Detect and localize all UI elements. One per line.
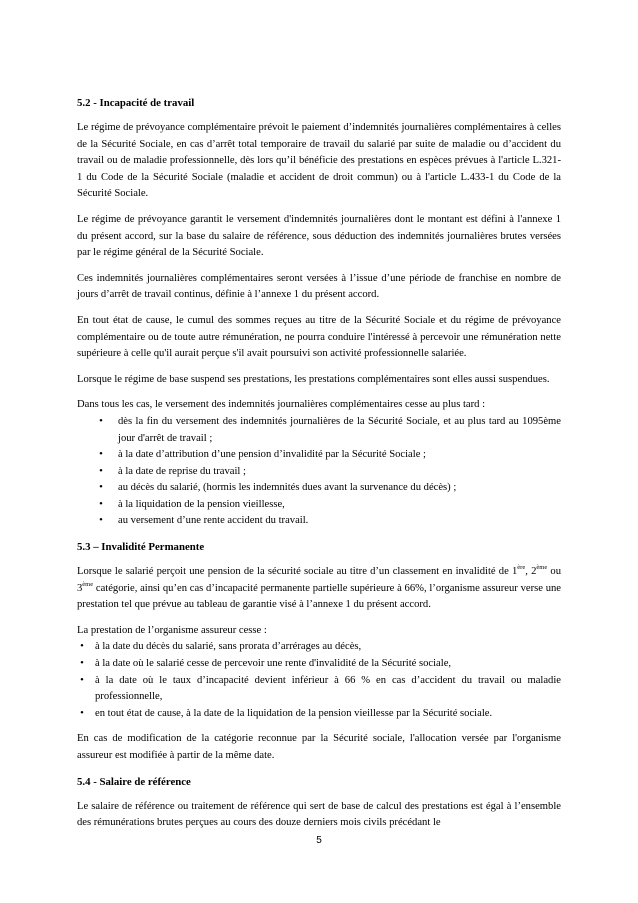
superscript: ère <box>517 564 526 572</box>
bullet-icon: • <box>99 465 103 477</box>
bullet-icon: • <box>99 415 103 427</box>
list-item-text: à la date où le salarié cesse de percevoir une rente d'invalidité de la Sécurité sociale, <box>95 658 452 670</box>
paragraph: Lorsque le régime de base suspend ses prestations, les prestations complémentaires sont elles aussi suspendues. <box>77 373 550 385</box>
list-item-text: à la date où le taux d’incapacité devient inférieur à 66 % en cas d’accident du travail ou maladie professionnelle, <box>95 674 561 703</box>
list-item-text: à la date du décès du salarié, sans prorata d’arrérages au décès, <box>95 641 362 653</box>
list-item-text: au décès du salarié, (hormis les indemnités dues avant la survenance du décès) ; <box>118 482 457 494</box>
section-title-5-2: 5.2 - Incapacité de travail <box>77 97 195 109</box>
paragraph: Dans tous les cas, le versement des indemnités journalières complémentaires cesse au plus tard : <box>77 399 486 411</box>
list-item <box>77 513 561 530</box>
bullet-icon: • <box>99 482 103 494</box>
text-run: Lorsque le salarié perçoit une pension de la sécurité sociale au titre d’un classement en invalidité de 1 <box>77 566 518 578</box>
bullet-icon: • <box>80 658 84 670</box>
paragraph: Ces indemnités journalières complémentaires seront versées à l’issue d’une période de franchise en nombre de jours d’arrêt de travail continus, définie à l’annexe 1 du présent accord. <box>77 272 561 301</box>
bullet-list <box>77 639 561 722</box>
bullet-icon: • <box>99 515 103 527</box>
list-item <box>77 480 561 497</box>
bullet-icon: • <box>80 641 84 653</box>
section-title-5-3: 5.3 – Invalidité Permanente <box>77 541 205 554</box>
paragraph: En cas de modification de la catégorie reconnue par la Sécurité sociale, l'allocation versée par l'organisme assureur est modifiée à partir de la même date. <box>77 733 561 761</box>
list-item <box>77 673 561 706</box>
list-item-text: en tout état de cause, à la date de la liquidation de la pension vieillesse par la Sécurité sociale. <box>95 707 493 719</box>
list-item <box>77 447 561 464</box>
list-item-text: à la liquidation de la pension vieillesse, <box>118 498 285 510</box>
list-item <box>77 656 561 673</box>
paragraph: La prestation de l’organisme assureur cesse : <box>77 624 267 636</box>
section-title-5-4: 5.4 - Salaire de référence <box>77 775 191 788</box>
bullet-list <box>77 414 561 530</box>
list-item <box>77 464 561 481</box>
text-run: ou 3 <box>77 566 562 594</box>
bullet-icon: • <box>99 498 103 510</box>
list-item-text: à la date de reprise du travail ; <box>118 465 246 477</box>
list-item <box>77 706 561 723</box>
list-item-text: à la date d’attribution d’une pension d’invalidité par la Sécurité Sociale ; <box>118 449 426 461</box>
list-item <box>77 497 561 514</box>
list-item-text: au versement d’une rente accident du travail. <box>118 515 309 527</box>
paragraph <box>77 564 561 614</box>
superscript: ème <box>536 564 548 572</box>
text-run: catégorie, ainsi qu’en cas d’incapacité permanente partielle supérieure à 66%, l’organisme assureur verse une prestation tel que prévue au tableau de garantie visé à l’annexe 1 du présent accord. <box>77 582 561 611</box>
list-item <box>77 639 561 656</box>
paragraph: En tout état de cause, le cumul des sommes reçues au titre de la Sécurité Sociale et du régime de prévoyance complémentaire ou de toute autre rémunération, ne pourra conduire l'intéressé à percevoir une rémunération nette supérieure à celle qu'il aurait perçue s'il avait poursuivi son activité professionnelle salariée. <box>77 314 561 360</box>
bullet-icon: • <box>99 449 103 461</box>
superscript: ème <box>82 580 94 588</box>
page-number: 5 <box>316 835 322 846</box>
paragraph: Le régime de prévoyance garantit le versement d'indemnités journalières dont le montant est défini à l'annexe 1 du présent accord, sur la base du salaire de référence, sous déduction des indemnités journalières brutes versées par le régime général de la Sécurité Sociale. <box>77 213 561 259</box>
text-run: , 2 <box>525 566 537 578</box>
list-item-text: dès la fin du versement des indemnités journalières de la Sécurité Sociale, et au plus tard au 1095ème jour d'arrêt de travail ; <box>118 415 561 444</box>
list-item <box>77 414 561 447</box>
bullet-icon: • <box>80 674 84 686</box>
paragraph: Le régime de prévoyance complémentaire prévoit le paiement d’indemnités journalières complémentaires à celles de la Sécurité Sociale, en cas d’arrêt total temporaire de travail du salarié par suite de maladie ou d’accident du travail ou de maladie professionnelle, dès lors qu’il bénéficie des prestations en espèces prévues à l'article L.321-1 du Code de la Sécurité Sociale (maladie et accident de droit commun) ou à l'article L.433-1 du Code de la Sécurité Sociale. <box>77 122 561 200</box>
bullet-icon: • <box>80 707 84 719</box>
paragraph: Le salaire de référence ou traitement de référence qui sert de base de calcul des prestations est égal à l’ensemble des rémunérations brutes perçues au cours des douze derniers mois civils précédant le <box>77 800 561 829</box>
page-content <box>77 95 561 841</box>
